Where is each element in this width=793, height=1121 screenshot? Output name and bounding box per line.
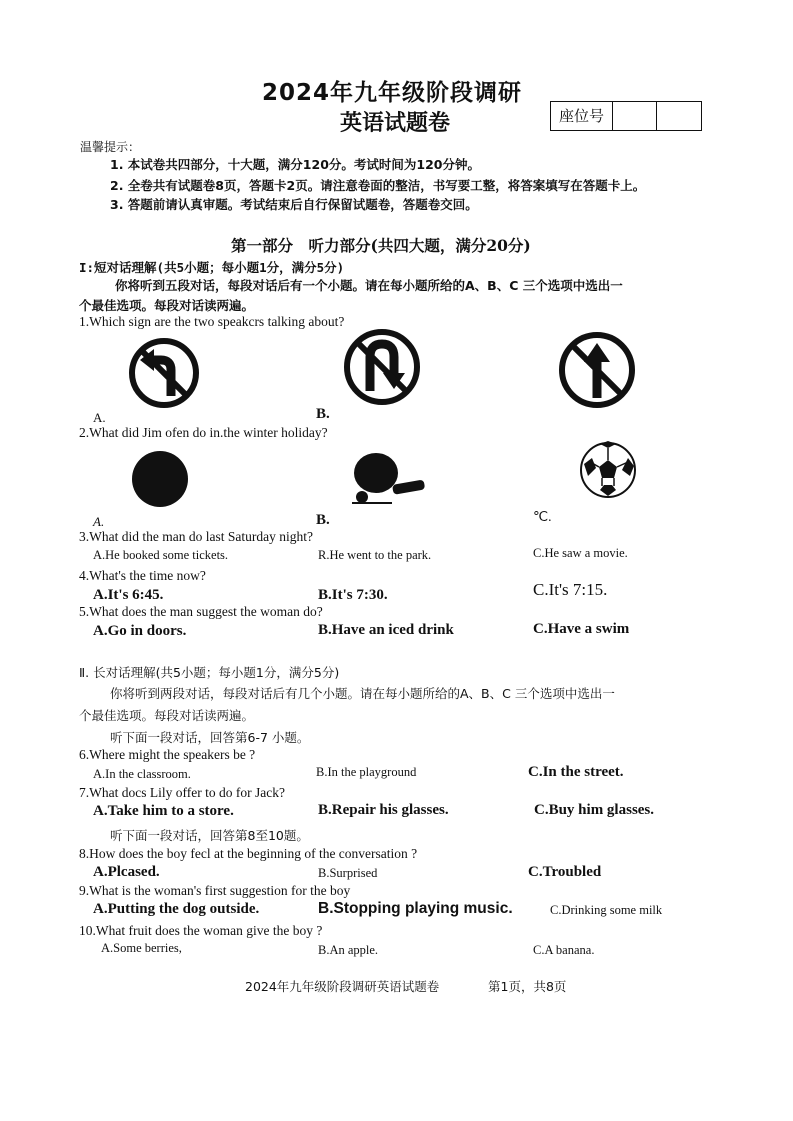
tip-item: 2. 全卷共有试题卷8页，答题卡2页。请注意卷面的整洁，书写要工整，将答案填写在答题卡上。	[110, 178, 646, 193]
option-a: A.Plcased.	[93, 864, 160, 880]
option-c: C.A banana.	[533, 943, 595, 957]
no-left-turn-sign-icon	[127, 336, 201, 410]
option-a: A.Go in doors.	[93, 623, 187, 639]
option-b: B.Stopping playing music.	[318, 900, 513, 917]
page-subtitle: 英语试题卷	[340, 111, 451, 136]
option-a: A.	[93, 514, 105, 529]
seat-number-cell[interactable]	[657, 102, 701, 130]
option-a: A.Putting the dog outside.	[93, 901, 260, 917]
page-title: 2024年九年级阶段调研	[262, 80, 523, 106]
table-tennis-paddle-icon	[348, 449, 428, 509]
option-a: A.In the classroom.	[93, 767, 191, 781]
question-text: 6.Where might the speakers be ?	[79, 747, 256, 762]
option-c: C.Have a swim	[533, 621, 630, 637]
option-c: C.It's 7:15.	[533, 580, 608, 599]
option-c: C.Drinking some milk	[550, 903, 663, 917]
no-u-turn-sign-icon	[342, 327, 422, 407]
seat-number-label: 座位号	[551, 102, 613, 130]
section-instruction: 你将听到两段对话，每段对话后有几个小题。请在每小题所给的A、B、C 三个选项中选出一	[110, 686, 615, 701]
option-b: B.Have an iced drink	[318, 622, 454, 638]
question-text: 3.What did the man do last Saturday night?	[79, 529, 313, 544]
tip-item: 3. 答题前请认真审题。考试结束后自行保留试题卷，答题卷交回。	[110, 197, 478, 212]
option-a: A.	[93, 410, 106, 425]
option-b: B.	[316, 406, 330, 422]
page-number: 第1页，共8页	[488, 979, 567, 994]
option-c: ℃.	[533, 509, 552, 524]
group-instruction: 听下面一段对话，回答第6-7 小题。	[110, 730, 310, 745]
option-c: C.He saw a movie.	[533, 546, 628, 560]
tips-label: 温馨提示：	[80, 140, 141, 154]
section-instruction: 个最佳选项。每段对话读两遍。	[79, 298, 255, 313]
section-instruction: 你将听到五段对话，每段对话后有一个小题。请在每小题所给的A、B、C 三个选项中选出一	[115, 278, 623, 293]
ball-icon	[130, 449, 190, 509]
soccer-ball-icon	[578, 440, 638, 500]
option-c: C.In the street.	[528, 764, 624, 780]
option-b: B.An apple.	[318, 943, 379, 957]
option-c: C.Troubled	[528, 864, 602, 880]
seat-number-cell[interactable]	[613, 102, 657, 130]
option-b: B.In the playground	[316, 765, 417, 779]
section-heading: Ⅱ. 长对话理解(共5小题；每小题1分，满分5分)	[79, 665, 340, 680]
question-text: 7.What docs Lily offer to do for Jack?	[79, 785, 285, 800]
question-text: 9.What is the woman's first suggestion for the boy	[79, 883, 351, 898]
footer-title: 2024年九年级阶段调研英语试题卷	[245, 979, 440, 994]
question-text: 5.What does the man suggest the woman do?	[79, 604, 323, 619]
option-b: B.	[316, 512, 330, 528]
option-b: B.Surprised	[318, 866, 378, 880]
option-a: A.Take him to a store.	[93, 803, 234, 819]
option-b: B.It's 7:30.	[318, 587, 388, 603]
option-a: A.He booked some tickets.	[93, 548, 229, 562]
question-text: 10.What fruit does the woman give the boy ?	[79, 923, 323, 938]
section-heading: I:短对话理解(共5小题；每小题1分，满分5分)	[79, 260, 345, 275]
question-text: 1.Which sign are the two speakcrs talking about?	[79, 314, 345, 329]
question-text: 4.What's the time now?	[79, 568, 206, 583]
option-a: A.Some berries,	[101, 941, 182, 955]
question-text: 8.How does the boy fecl at the beginning of the conversation ?	[79, 846, 418, 861]
group-instruction: 听下面一段对话，回答第8至10题。	[110, 828, 309, 843]
option-b: B.Repair his glasses.	[318, 802, 449, 818]
tip-item: 1. 本试卷共四部分，十大题，满分120分。考试时间为120分钟。	[110, 157, 480, 172]
seat-number-box	[550, 101, 702, 131]
option-b: R.He went to the park.	[318, 548, 432, 562]
no-straight-ahead-sign-icon	[557, 330, 637, 410]
question-text: 2.What did Jim ofen do in.the winter holiday?	[79, 425, 328, 440]
option-a: A.It's 6:45.	[93, 587, 164, 603]
part-heading: 第一部分 听力部分(共四大题，满分20分)	[231, 236, 531, 255]
option-c: C.Buy him glasses.	[534, 802, 655, 818]
section-instruction: 个最佳选项。每段对话读两遍。	[79, 708, 255, 723]
